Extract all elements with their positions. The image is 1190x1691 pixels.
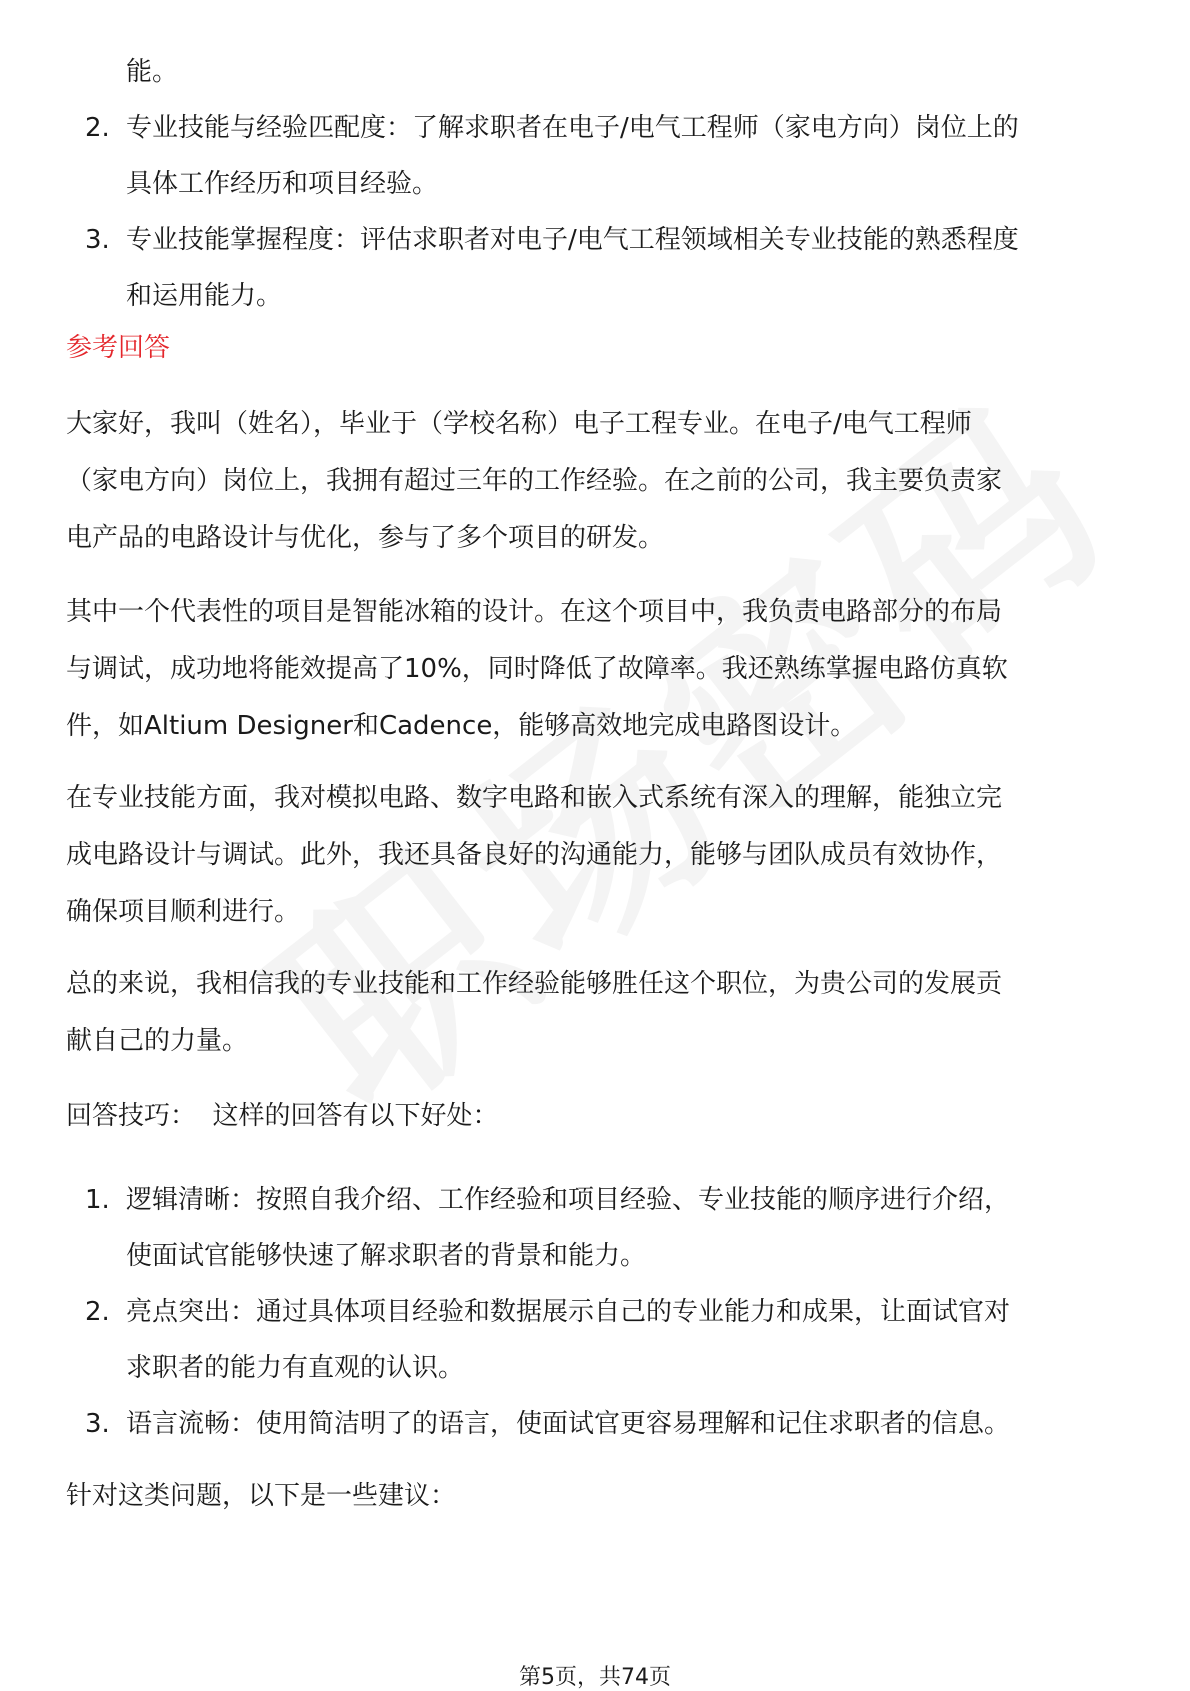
answer-paragraph bbox=[66, 584, 1126, 755]
list-item-text: 使面试官能够快速了解求职者的背景和能力。 bbox=[126, 1241, 647, 1271]
list-item bbox=[72, 100, 1122, 212]
list-item-number: 2. bbox=[85, 113, 110, 143]
list-item bbox=[72, 212, 1122, 324]
list-item-text: 求职者的能力有直观的认识。 bbox=[126, 1353, 465, 1383]
tips-intro: 回答技巧： 这样的回答有以下好处： bbox=[66, 1101, 499, 1131]
paragraph-line: 件，如Altium Designer和Cadence，能够高效地完成电路图设计。 bbox=[66, 711, 857, 741]
criteria-list bbox=[72, 44, 1122, 324]
answer-paragraph bbox=[66, 396, 1126, 567]
list-item-text: 专业技能掌握程度：评估求职者对电子/电气工程领域相关专业技能的熟悉程度 bbox=[126, 225, 1019, 255]
list-item-text: 语言流畅：使用简洁明了的语言，使面试官更容易理解和记住求职者的信息。 bbox=[126, 1409, 1011, 1439]
answer-paragraph bbox=[66, 956, 1126, 1070]
tips-list bbox=[72, 1172, 1122, 1452]
paragraph-line: 电产品的电路设计与优化，参与了多个项目的研发。 bbox=[66, 523, 665, 553]
list-item bbox=[72, 44, 1122, 100]
paragraph-line: 其中一个代表性的项目是智能冰箱的设计。在这个项目中，我负责电路部分的布局 bbox=[66, 597, 1003, 627]
list-item-text: 具体工作经历和项目经验。 bbox=[126, 169, 439, 199]
paragraph-line: 成电路设计与调试。此外，我还具备良好的沟通能力，能够与团队成员有效协作， bbox=[66, 840, 1003, 870]
answer-heading: 参考回答 bbox=[66, 333, 171, 363]
list-item bbox=[72, 1396, 1122, 1452]
list-item-number: 2. bbox=[85, 1297, 110, 1327]
list-item-text: 和运用能力。 bbox=[126, 281, 283, 311]
list-item-number: 1. bbox=[85, 1185, 110, 1215]
closing-line: 针对这类问题，以下是一些建议： bbox=[66, 1481, 457, 1511]
paragraph-line: （家电方向）岗位上，我拥有超过三年的工作经验。在之前的公司，我主要负责家 bbox=[66, 466, 1003, 496]
list-item-text: 逻辑清晰：按照自我介绍、工作经验和项目经验、专业技能的顺序进行介绍， bbox=[126, 1185, 1011, 1215]
paragraph-line: 确保项目顺利进行。 bbox=[66, 897, 301, 927]
list-item-text: 亮点突出：通过具体项目经验和数据展示自己的专业能力和成果，让面试官对 bbox=[126, 1297, 1011, 1327]
paragraph-line: 与调试，成功地将能效提高了10%，同时降低了故障率。我还熟练掌握电路仿真软 bbox=[66, 654, 1008, 684]
list-item-number: 3. bbox=[85, 1409, 110, 1439]
paragraph-line: 在专业技能方面，我对模拟电路、数字电路和嵌入式系统有深入的理解，能独立完 bbox=[66, 783, 1003, 813]
page-number-footer: 第5页，共74页 bbox=[519, 1665, 671, 1690]
paragraph-line: 总的来说，我相信我的专业技能和工作经验能够胜任这个职位，为贵公司的发展贡 bbox=[66, 969, 1003, 999]
list-item-text: 专业技能与经验匹配度：了解求职者在电子/电气工程师（家电方向）岗位上的 bbox=[126, 113, 1019, 143]
answer-paragraph bbox=[66, 770, 1126, 941]
paragraph-line: 献自己的力量。 bbox=[66, 1026, 249, 1056]
paragraph-line: 大家好，我叫（姓名），毕业于（学校名称）电子工程专业。在电子/电气工程师 bbox=[66, 409, 972, 439]
list-item-number: 3. bbox=[85, 225, 110, 255]
list-item-text: 能。 bbox=[126, 57, 179, 87]
list-item bbox=[72, 1284, 1122, 1396]
list-item bbox=[72, 1172, 1122, 1284]
